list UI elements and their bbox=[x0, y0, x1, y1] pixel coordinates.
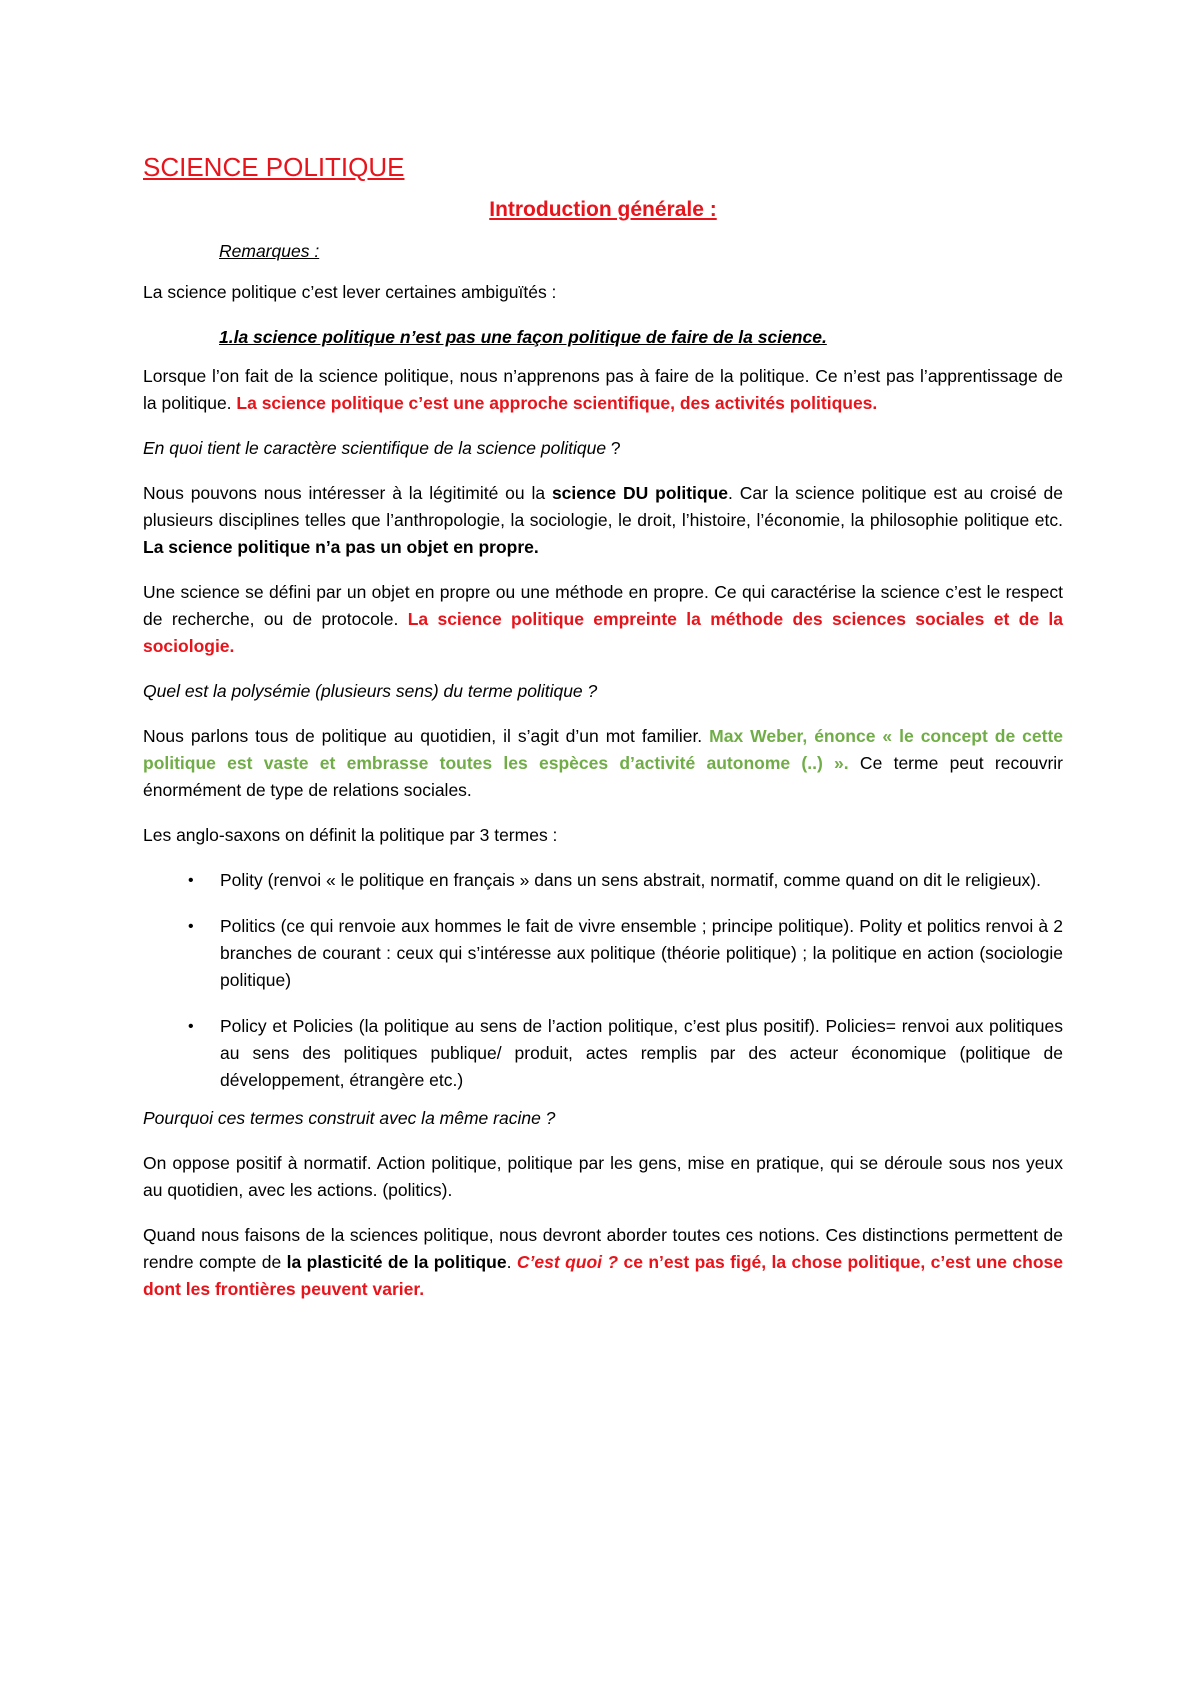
paragraph-5 bbox=[143, 723, 1063, 804]
list-item-text: Polity (renvoi « le politique en français » dans un sens abstrait, normatif, comme quand on dit le religieux). bbox=[220, 870, 1041, 890]
document-page bbox=[143, 150, 1063, 1321]
paragraph-4 bbox=[143, 579, 1063, 660]
paragraph-3-text-a: Nous pouvons nous intéresser à la légitimité ou la bbox=[143, 483, 552, 503]
paragraph-2 bbox=[143, 363, 1063, 417]
paragraph-6: Les anglo-saxons on définit la politique par 3 termes : bbox=[143, 825, 558, 845]
question-1-mark: ? bbox=[606, 438, 621, 458]
question-1 bbox=[143, 435, 1063, 462]
terms-list bbox=[143, 867, 1063, 1094]
paragraph-3 bbox=[143, 480, 1063, 561]
paragraph-3-bold-2: La science politique n’a pas un objet en propre. bbox=[143, 537, 539, 557]
remarks-label: Remarques : bbox=[219, 241, 320, 261]
question-3: Pourquoi ces termes construit avec la même racine ? bbox=[143, 1108, 556, 1128]
document-title: SCIENCE POLITIQUE bbox=[143, 152, 405, 182]
question-2: Quel est la polysémie (plusieurs sens) du terme politique ? bbox=[143, 681, 598, 701]
paragraph-5-text-a: Nous parlons tous de politique au quotidien, il s’agit d’un mot familier. bbox=[143, 726, 710, 746]
list-item bbox=[143, 1013, 1063, 1094]
section-subtitle: Introduction générale : bbox=[489, 198, 717, 221]
paragraph-8-text-b: . bbox=[506, 1252, 517, 1272]
paragraph-4-highlight: La science politique empreinte la méthode des sciences sociales et de la sociologie. bbox=[143, 609, 1063, 656]
bullet-icon: • bbox=[188, 918, 194, 935]
list-item bbox=[143, 913, 1063, 994]
list-item-text: Policy et Policies (la politique au sens de l’action politique, c’est plus positif). Policies= renvoi aux politiques au sens des politiques publique/ produit, actes remplis par des acteur économique (politique de développement, étrangère etc.) bbox=[220, 1016, 1063, 1090]
heading-point-1: 1.la science politique n’est pas une façon politique de faire de la science. bbox=[219, 327, 827, 347]
paragraph-4-text: Une science se défini par un objet en propre ou une méthode en propre. Ce qui caractérise la science c’est le respect de recherche, ou de protocole. bbox=[143, 582, 1063, 629]
paragraph-2-highlight: La science politique c’est une approche scientifique, des activités politiques. bbox=[236, 393, 878, 413]
paragraph-intro: La science politique c’est lever certaines ambiguïtés : bbox=[143, 282, 557, 302]
list-item bbox=[143, 867, 1063, 894]
paragraph-7: On oppose positif à normatif. Action politique, politique par les gens, mise en pratique, qui se déroule sous nos yeux au quotidien, avec les actions. (politics). bbox=[143, 1153, 1063, 1200]
paragraph-8-text-a: Quand nous faisons de la sciences politique, nous devront aborder toutes ces notions. Ces distinctions permettent de rendre compte de bbox=[143, 1225, 1063, 1272]
list-item-text: Politics (ce qui renvoie aux hommes le fait de vivre ensemble ; principe politique). Polity et politics renvoi à 2 branches de courant : ceux qui s’intéresse aux politique (théorie politique) ; la politique en action (sociologie politique) bbox=[220, 916, 1063, 990]
paragraph-8 bbox=[143, 1222, 1063, 1303]
paragraph-3-text-b: . Car la science politique est au croisé de plusieurs disciplines telles que l’anthropologie, la sociologie, le droit, l’histoire, l’économie, la philosophie politique etc. bbox=[143, 483, 1064, 530]
paragraph-8-red-question: C’est quoi ? bbox=[516, 1252, 619, 1272]
paragraph-8-bold: la plasticité de la politique bbox=[286, 1252, 507, 1272]
paragraph-5-text-b: Ce terme peut recouvrir énormément de type de relations sociales. bbox=[143, 753, 1063, 800]
question-1-text: En quoi tient le caractère scientifique de la science politique bbox=[143, 438, 607, 458]
paragraph-3-bold-1: science DU politique bbox=[551, 483, 729, 503]
bullet-icon: • bbox=[188, 1018, 194, 1035]
bullet-icon: • bbox=[188, 872, 194, 889]
paragraph-2-text: Lorsque l’on fait de la science politique, nous n’apprenons pas à faire de la politique. Ce n’est pas l’apprentissage de la politique. bbox=[143, 366, 1063, 413]
paragraph-5-quote: Max Weber, énonce « le concept de cette politique est vaste et embrasse toutes les espèces d’activité autonome (..) ». bbox=[143, 726, 1064, 773]
paragraph-8-highlight: ce n’est pas figé, la chose politique, c’est une chose dont les frontières peuvent varier. bbox=[143, 1252, 1064, 1299]
